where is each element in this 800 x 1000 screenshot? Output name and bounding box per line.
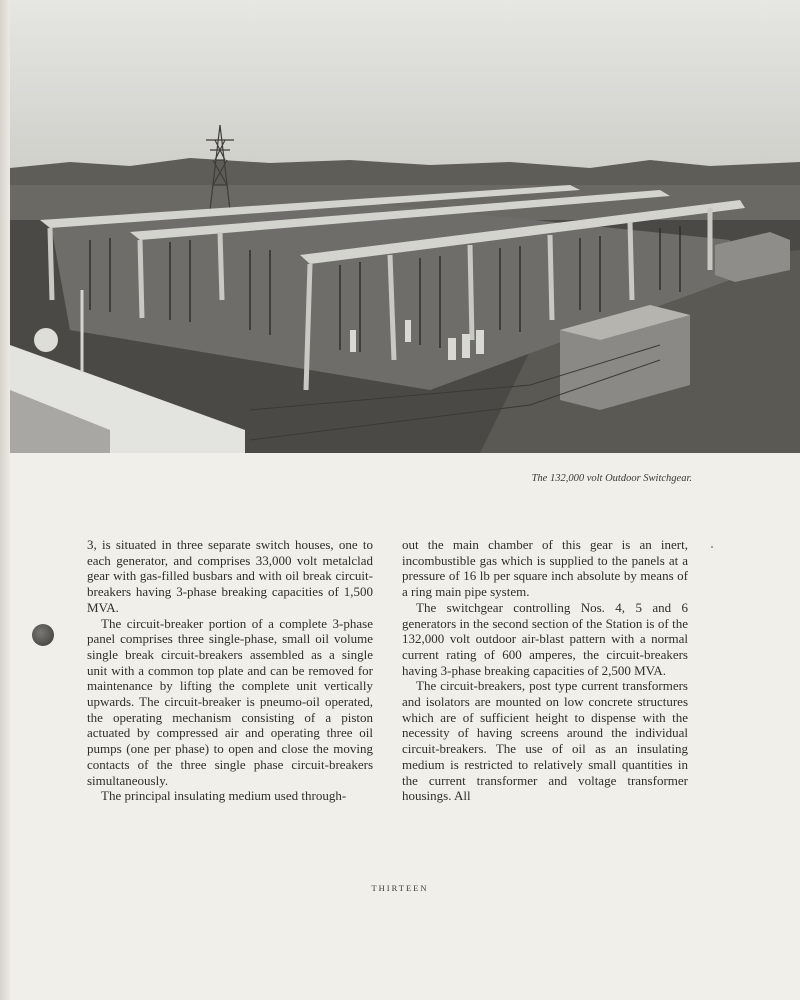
switchgear-photo [10, 0, 800, 453]
switchgear-photo-illustration [10, 0, 800, 453]
paragraph: The circuit-breakers, post type current transformers and isolators are mounted on low concrete structures which are of sufficient height to dispense with the necessity of having screens around the individual circuit-breakers. The use of oil as an insulating medium is restricted to relatively small quantities in the current transformer and voltage transformer housings. All [402, 678, 688, 804]
ink-speck [711, 546, 713, 548]
paragraph: out the main chamber of this gear is an inert, incombustible gas which is supplied to the panels at a pressure of 16 lb per square inch absolute by means of a ring main pipe system. [402, 537, 688, 600]
paragraph: The switchgear controlling Nos. 4, 5 and 6 generators in the second section of the Station is of the 132,000 volt outdoor air-blast pattern with a normal current rating of 600 amperes, the circuit-breakers having 3-phase breaking capacities of 2,500 MVA. [402, 599, 688, 678]
paragraph: The principal insulating medium used through- [101, 788, 347, 804]
text-column-left [87, 537, 373, 804]
punch-hole [32, 624, 54, 646]
paragraph: The circuit-breaker portion of a complete 3-phase panel comprises three single-phase, small oil volume single break circuit-breakers assembled as a single unit with a common top plate and can be removed for maintenance by lifting the complete unit vertically upwards. The circuit-breaker is pneumo-oil operated, the operating mechanism consisting of a piston actuated by compressed air and operating three oil pumps (one per phase) to open and close the moving contacts of the three single phase circuit-breakers simultaneously. [87, 615, 373, 788]
text-column-right [402, 537, 688, 804]
paragraph: 3, is situated in three separate switch houses, one to each generator, and comprises 33,000 volt metalclad gear with gas-filled busbars and with oil break circuit-breakers having 3-phase breaking capacities of 1,500 MVA. [87, 537, 373, 615]
page-number: THIRTEEN [371, 883, 429, 893]
page-edge [0, 0, 10, 1000]
photo-caption: The 132,000 volt Outdoor Switchgear. [531, 473, 692, 484]
